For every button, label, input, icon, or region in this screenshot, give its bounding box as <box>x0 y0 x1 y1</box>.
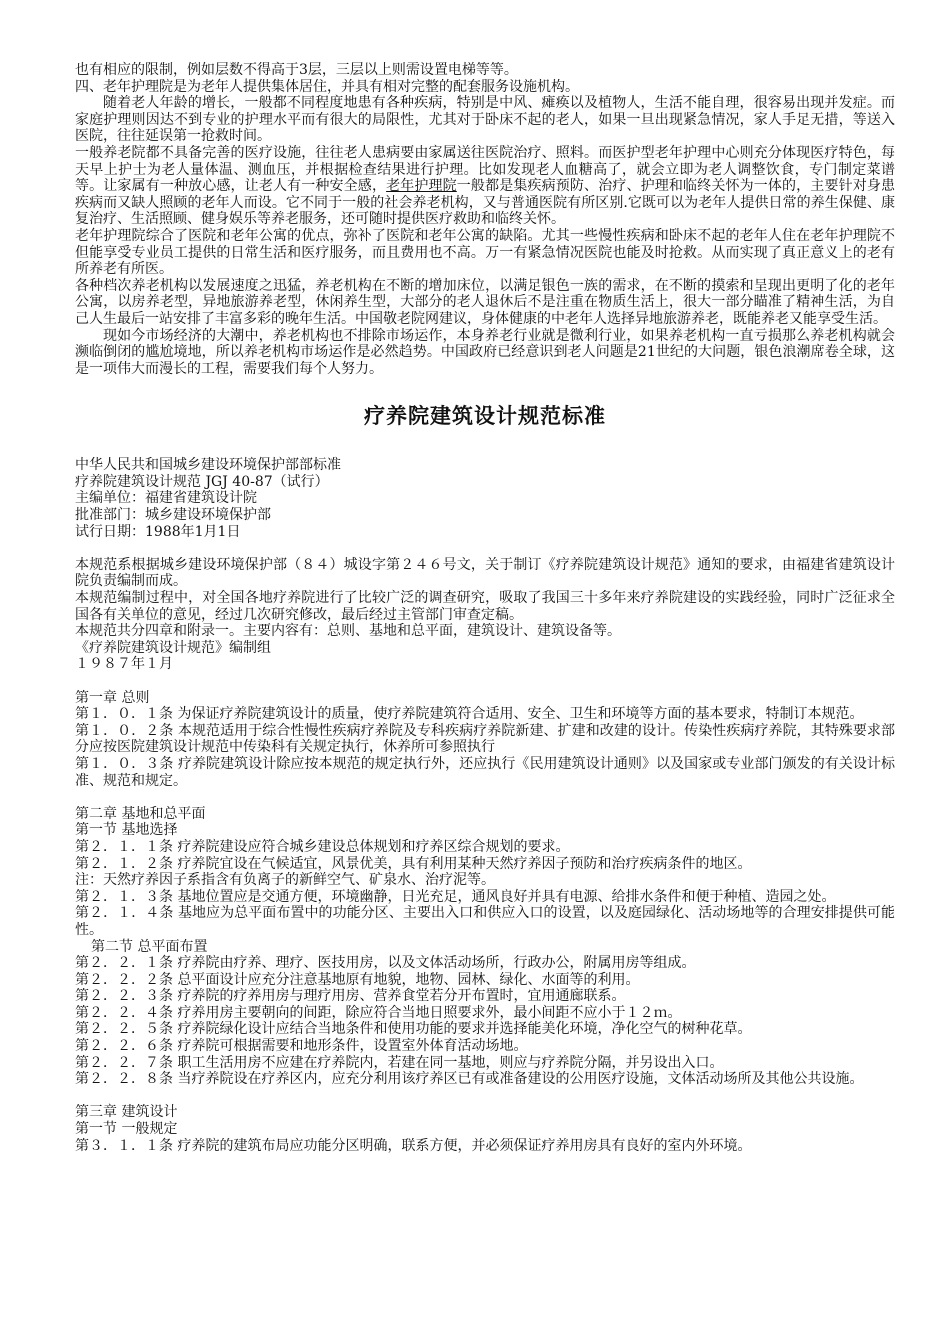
intro-paragraph <box>75 145 895 228</box>
document-title: 疗养院建筑设计规范标准 <box>364 404 606 429</box>
clause: 第２．２．６条 疗养院可根据需要和地形条件，设置室外体育活动场地。 <box>75 1038 528 1055</box>
clause: 第２．２．７条 职工生活用房不应建在疗养院内，若建在同一基地，则应与疗养院分隔，并另设出入口。 <box>75 1054 724 1071</box>
preface-paragraph: 本规范编制过程中，对全国各地疗养院进行了比较广泛的调查研究，吸取了我国三十多年来疗养院建设的实践经验，同时广泛征求全国各有关单位的意见，经过几次研究修改，最后经过主管部门审查定稿。 <box>75 590 895 623</box>
clause: 第２．１．１条 疗养院建设应符合城乡建设总体规划和疗养区综合规划的要求。 <box>75 838 570 855</box>
clause: 第２．１．３条 基地位置应是交通方便，环境幽静，日光充足，通风良好并具有电源、给排水条件和便于种植、造园之处。 <box>75 888 836 905</box>
intro-text: 一般都是集疾病预防、治疗、护理和临终关怀为一体的，主要针对身患疾病而又缺人照顾的老年人而设。它不同于一般的社会养老机构，又与普通医院有所区别.它既可以为老年人提供日常的养生保健、康复治疗、生活照顾、健身娱乐等养老服务，还可随时提供医疗救助和临终关怀。 <box>75 178 896 228</box>
section-title: 第二节 总平面布置 <box>91 938 208 955</box>
clause-note: 注：天然疗养因子系指含有负离子的新鲜空气、矿泉水、治疗泥等。 <box>75 872 495 889</box>
meta-line: 试行日期：1988年1月1日 <box>75 523 241 540</box>
intro-paragraph: 四、老年护理院是为老年人提供集体居住，并具有相对完整的配套服务设施机构。 <box>75 78 579 95</box>
intro-paragraph: 各种档次养老机构以发展速度之迅猛，养老机构在不断的增加床位，以满足银色一族的需求，在不断的摸索和呈现出更明了化的老年公寓，以房养老型，异地旅游养老型，休闲养生型，大部分的老人退休后不是注重在物质生活上，很大一部分瞄准了精神生活，为自己人生最后一站安排了丰富多彩的晚年生活。中国敬老院网建议，身体健康的中老年人选择异地旅游养老，既能养老又能享受生活。 <box>75 277 895 327</box>
preface-paragraph: 本规范系根据城乡建设环境保护部（８４）城设字第２４６号文，关于制订《疗养院建筑设计规范》通知的要求，由福建省建筑设计院负责编制而成。 <box>75 556 895 590</box>
clause: 第２．２．１条 疗养院由疗养、理疗、医技用房，以及文体活动场所，行政办公，附属用房等组成。 <box>75 955 696 972</box>
meta-line: 批准部门：城乡建设环境保护部 <box>75 507 271 524</box>
clause: 第２．２．５条 疗养院绿化设计应结合当地条件和使用功能的要求并选择能美化环境，净化空气的树种花草。 <box>75 1021 752 1038</box>
clause: 第２．１．４条 基地应为总平面布置中的功能分区、主要出入口和供应入口的设置，以及庭园绿化、活动场地等的合理安排提供可能性。 <box>75 905 895 938</box>
preface-paragraph: 本规范共分四章和附录一。主要内容有：总则、基地和总平面，建筑设计、建筑设备等。 <box>75 623 621 640</box>
clause: 第３．１．１条 疗养院的建筑布局应功能分区明确，联系方便，并必须保证疗养用房具有良好的室内外环境。 <box>75 1137 752 1154</box>
meta-line: 疗养院建筑设计规范 JGJ 40-87（试行） <box>75 473 329 490</box>
chapter-title: 第三章 建筑设计 <box>75 1104 178 1121</box>
clause: 第２．１．２条 疗养院宜设在气候适宜，风景优美，具有利用某种天然疗养因子预防和治疗疾病条件的地区。 <box>75 855 752 872</box>
meta-line: 中华人民共和国城乡建设环境保护部部标准 <box>75 457 341 474</box>
clause: 第２．２．４条 疗养用房主要朝向的间距，除应符合当地日照要求外，最小间距不应小于１２ｍ。 <box>75 1004 682 1021</box>
intro-paragraph: 老年护理院综合了医院和老年公寓的优点，弥补了医院和老年公寓的缺陷。尤其一些慢性疾病和卧床不起的老年人住在老年护理院不但能享受专业员工提供的日常生活和医疗服务，而且费用也不高。万一有紧急情况医院也能及时抢救。从而实现了真正意义上的老有所养老有所医。 <box>75 227 895 278</box>
chapter-title: 第二章 基地和总平面 <box>75 805 206 822</box>
section-title: 第一节 基地选择 <box>75 822 178 839</box>
clause: 第１．０．３条 疗养院建筑设计除应按本规范的规定执行外，还应执行《民用建筑设计通则》以及国家或专业部门颁发的有关设计标准、规范和规定。 <box>75 755 895 789</box>
spacer <box>75 673 895 690</box>
spacer <box>75 540 895 557</box>
chapter-title: 第一章 总则 <box>75 689 150 706</box>
intro-text: 一般养老院都不具备完善的医疗设施，往往老人患病要由家属送往医院治疗、照料。而医护型老年护理中心则充分体现医疗特色，每天早上护士为老人量体温、测血压，并根据检查结果进行护理。比如发现老人血糖高了，就会立即为老人调整饮食，专门制定菜谱等。让家属有一种放心感，让老人有一种安全感， <box>75 144 895 195</box>
preface-paragraph: 《疗养院建筑设计规范》编制组 <box>75 639 271 656</box>
clause: 第２．２．２条 总平面设计应充分注意基地原有地貌，地物、园林、绿化、水面等的利用。 <box>75 971 640 988</box>
clause: 第２．２．３条 疗养院的疗养用房与理疗用房、营养食堂若分开布置时，宜用通廊联系。 <box>75 988 626 1005</box>
spacer <box>75 1088 895 1105</box>
preface-paragraph: １９８７年１月 <box>75 656 173 673</box>
meta-line: 主编单位：福建省建筑设计院 <box>75 490 257 507</box>
intro-paragraph: 随着老人年龄的增长，一般都不同程度地患有各种疾病，特别是中风、瘫痪以及植物人，生活不能自理，很容易出现并发症。而家庭护理则因达不到专业的护理水平而有很大的局限性，尤其对于卧床不起的老人，如果一旦出现紧急情况，家人手足无措，等送入医院，往往延误第一抢救时间。 <box>75 95 895 145</box>
spacer <box>75 789 895 806</box>
clause: 第１．０．１条 为保证疗养院建筑设计的质量，使疗养院建筑符合适用、安全、卫生和环境等方面的基本要求，特制订本规范。 <box>75 706 864 723</box>
nursing-home-link[interactable]: 老年护理院 <box>386 178 457 195</box>
section-title: 第一节 一般规定 <box>75 1121 178 1138</box>
intro-paragraph: 也有相应的限制，例如层数不得高于3层，三层以上则需设置电梯等等。 <box>75 62 518 78</box>
clause: 第１．０．２条 本规范适用于综合性慢性疾病疗养院及专科疾病疗养院新建、扩建和改建的设计。传染性疾病疗养院，其特殊要求部分应按医院建筑设计规范中传染科有关规定执行，休养所可参照执行 <box>75 722 895 756</box>
clause: 第２．２．８条 当疗养院设在疗养区内，应充分利用该疗养区已有或准备建设的公用医疗设施，文体活动场所及其他公共设施。 <box>75 1071 864 1088</box>
document-page <box>75 62 895 1154</box>
intro-paragraph: 现如今市场经济的大潮中，养老机构也不排除市场运作，本身养老行业就是微利行业，如果养老机构一直亏损那么养老机构就会濒临倒闭的尴尬境地，所以养老机构市场运作是必然趋势。中国政府已经意识到老人问题是21世纪的大问题，银色浪潮席卷全球，这是一项伟大而漫长的工程，需要我们每个人努力。 <box>75 327 895 377</box>
